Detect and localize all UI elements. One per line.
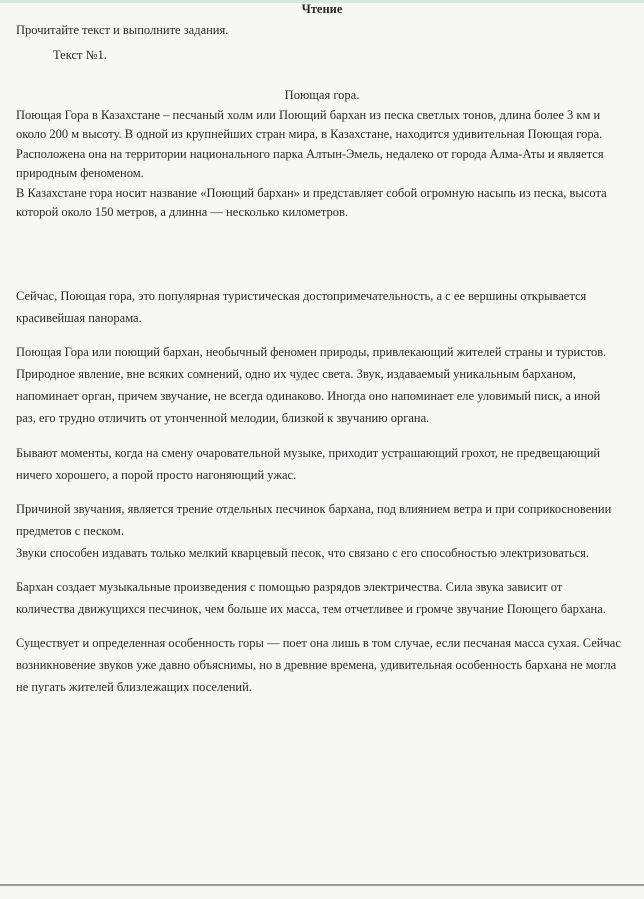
article-paragraph: Поющая Гора в Казахстане – песчаный холм или Поющий бархан из песка светлых тонов, длина более 3 км и около 200 м высоту. В одной из крупнейших стран мира, в Казахстане, находится удивительная Поющая гора. Расположена она на территории национального парка Алтын-Эмель, недалеко от города Алма-Аты и является природным феноменом. В Казахстане гора носит название «Поющий бархан» и представляет собой огромную насыпь из песка, высота которой около 150 метров, а длинна — несколько километров. <box>16 108 607 220</box>
instruction-text: Прочитайте текст и выполните задания. <box>16 23 229 37</box>
bottom-divider <box>0 884 644 886</box>
article-paragraph: Поющая Гора или поющий бархан, необычный феномен природы, привлекающий жителей страны и туристов. Природное явление, вне всяких сомнений, одно их чудес света. Звук, издаваемый уникальным барханом, напоминает орган, причем звучание, не всегда одинаково. Иногда оно напоминает еле уловимый писк, а иной раз, его трудно отличить от утонченной мелодии, близкой к звучанию органа. <box>16 345 607 426</box>
article-body-first <box>16 106 622 222</box>
article-paragraph: Причиной звучания, является трение отдельных песчинок бархана, под влиянием ветра и при соприкосновении предметов с песком. Звуки способен издавать только мелкий кварцевый песок, что связано с его способностью электризоваться. <box>16 501 612 560</box>
section-heading: Чтение <box>301 2 343 16</box>
article-paragraph: Существует и определенная особенность горы — поет она лишь в том случае, если песчаная масса сухая. Сейчас возникновение звуков уже давно объяснимы, но в древние времена, удивительная особенность бархана не могла не пугать жителей близлежащих поселений. <box>16 636 621 695</box>
article-paragraph: Бывают моменты, когда на смену очаровательной музыке, приходит устрашающий грохот, не предвещающий ничего хорошего, а порой просто нагоняющий ужас. <box>16 445 601 482</box>
text-number-label: Текст №1. <box>53 48 107 62</box>
article-title: Поющая гора. <box>284 88 360 102</box>
article-paragraph: Сейчас, Поющая гора, это популярная туристическая достопримечательность, а с ее вершины открывается красивейшая панорама. <box>16 289 587 326</box>
article-paragraph: Бархан создает музыкальные произведения с помощью разрядов электричества. Сила звука зависит от количества движущихся песчинок, чем больше их масса, тем отчетливее и громче звучание Поющего бархана. <box>16 580 606 617</box>
article-body <box>16 285 622 711</box>
